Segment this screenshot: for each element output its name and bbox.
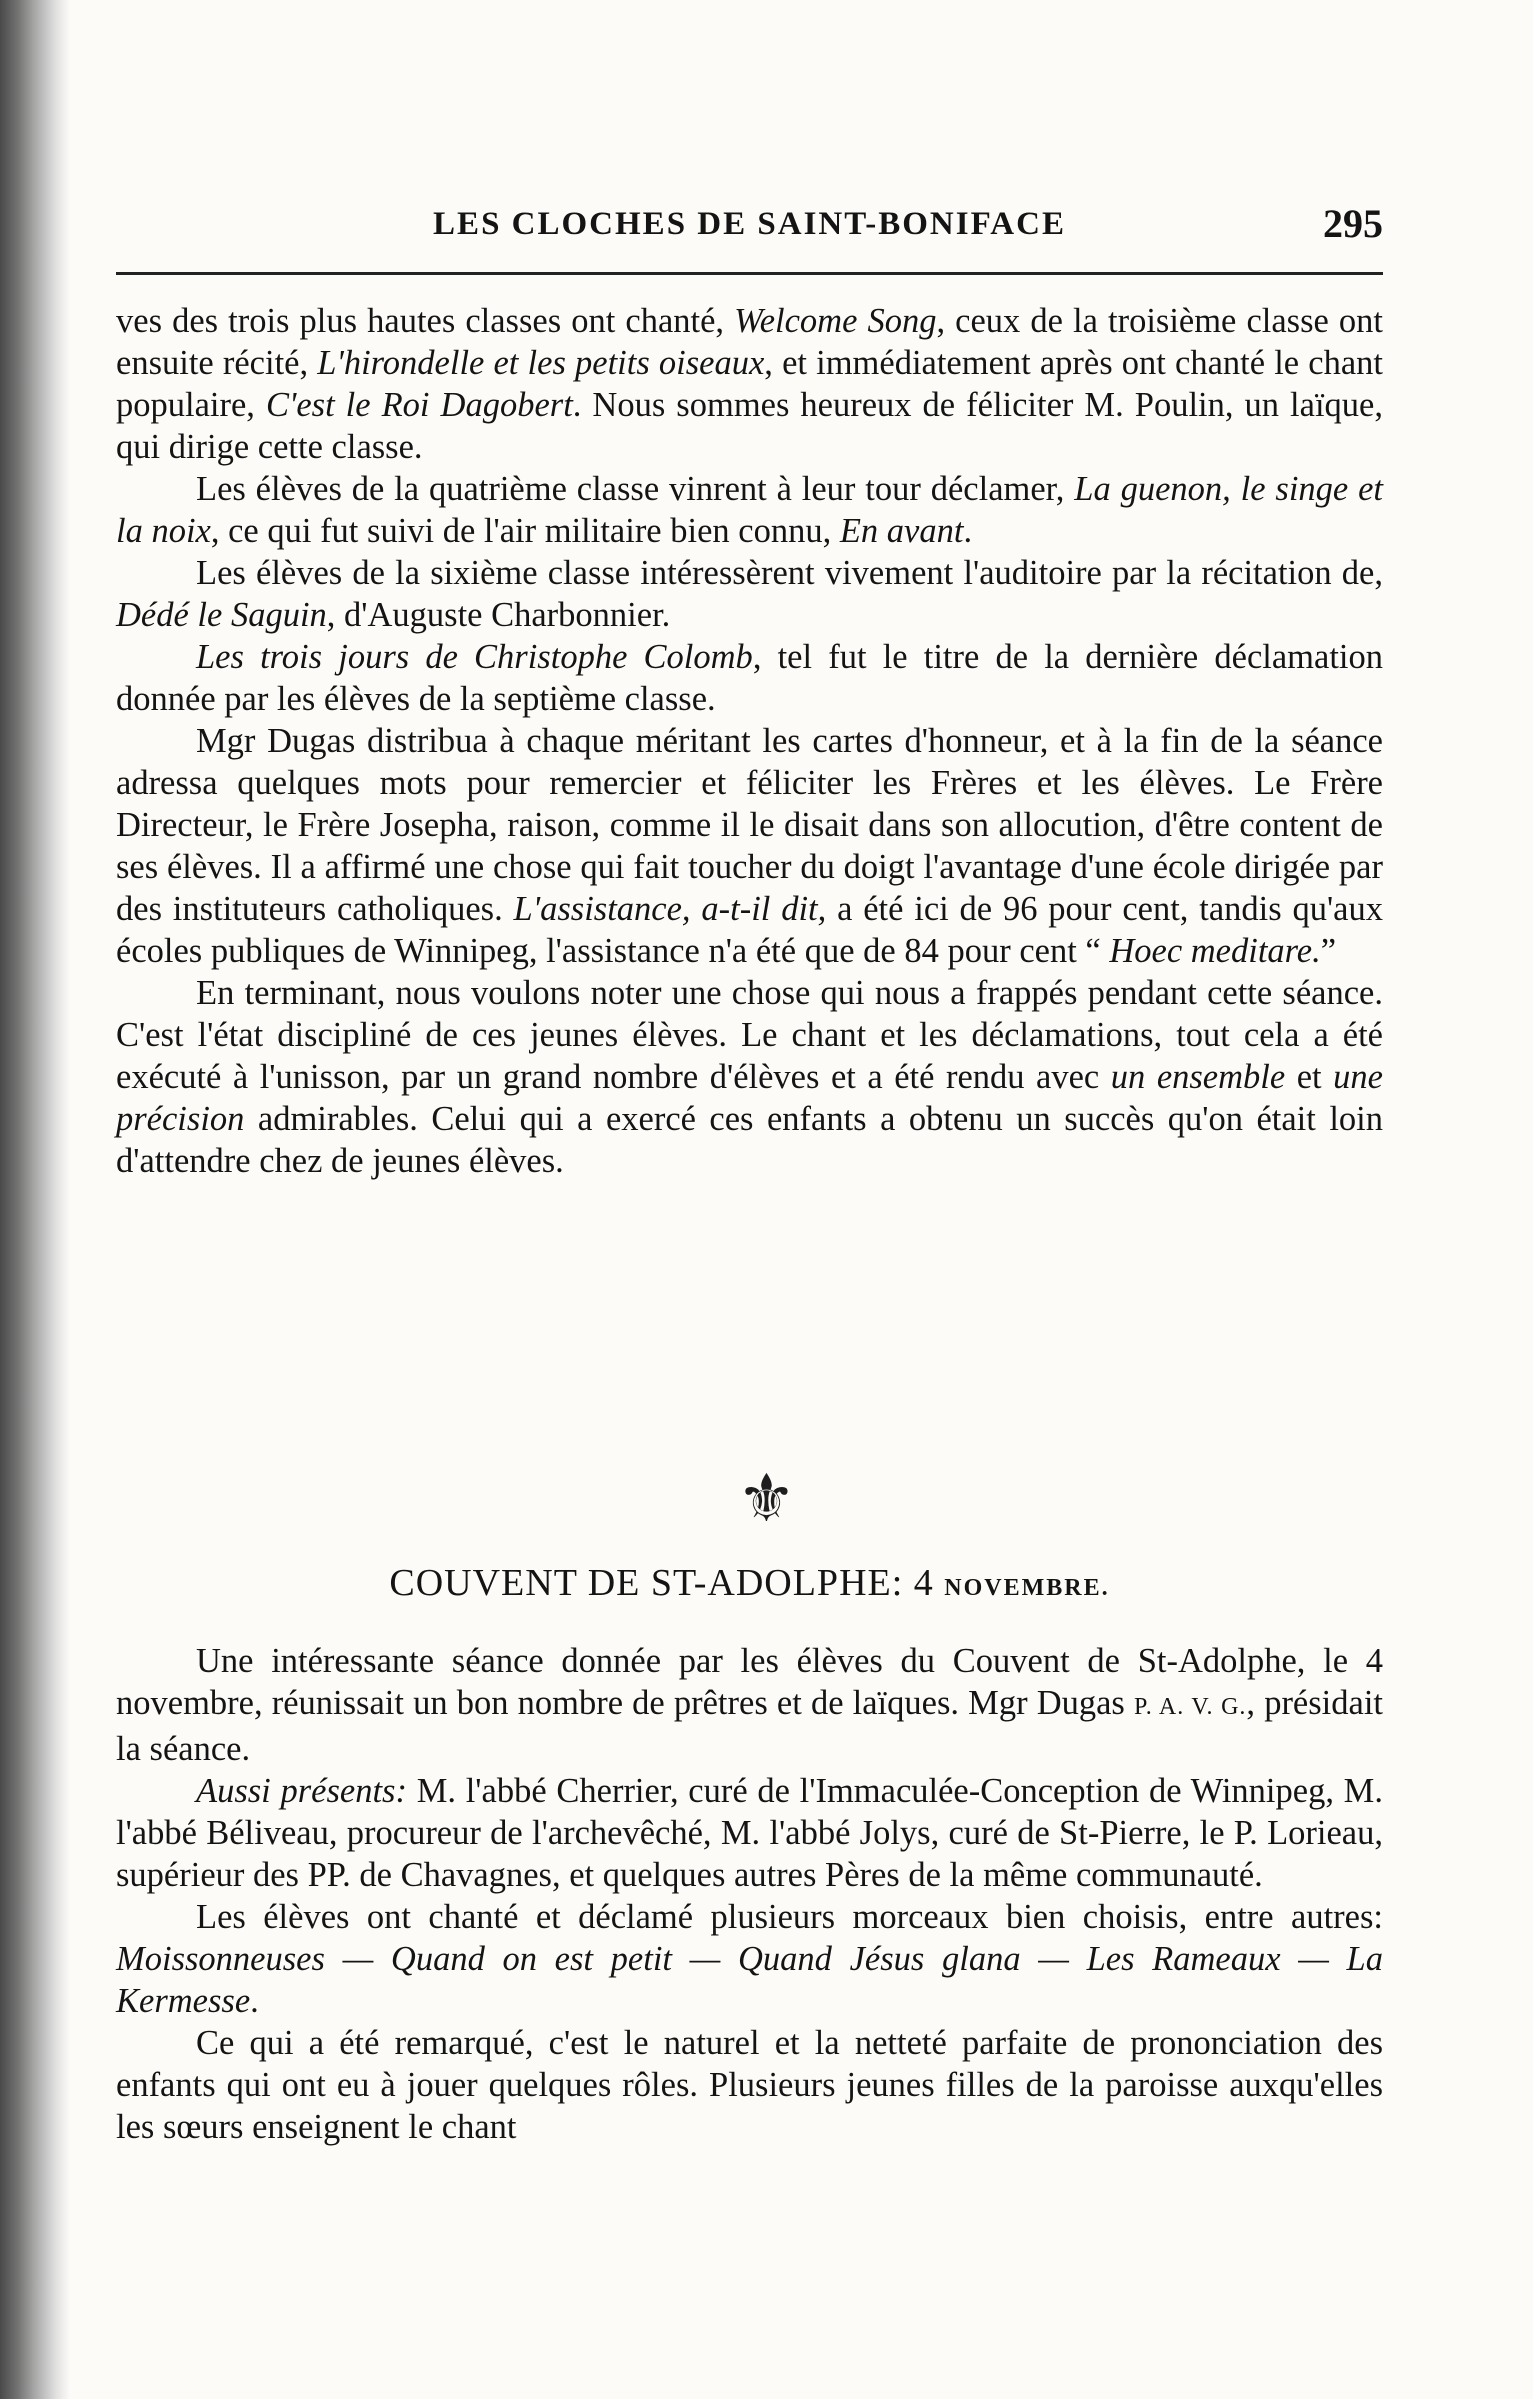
paragraph: Les élèves ont chanté et déclamé plusieurs morceaux bien choisis, entre autres: Moissonneuses — Quand on est petit — Quand Jésus glana — Les Rameaux — La Kermesse.	[116, 1898, 1383, 2020]
page-header	[116, 201, 1383, 250]
paragraph: Une intéressante séance donnée par les élèves du Couvent de St-Adolphe, le 4 novembre, réunissait un bon nombre de prêtres et de laïques. Mgr Dugas P. A. V. G., présidait la séance.	[116, 1642, 1383, 1768]
running-title: LES CLOCHES DE SAINT-BONIFACE	[433, 206, 1066, 242]
paragraph: En terminant, nous voulons noter une chose qui nous a frappés pendant cette séance. C'est l'état discipliné de ces jeunes élèves. Le chant et les déclamations, tout cela a été exécuté à l'unisson, par un grand nombre d'élèves et a été rendu avec un ensemble et une précision admirables. Celui qui a exercé ces enfants a obtenu un succès qu'on était loin d'attendre chez de jeunes élèves.	[116, 974, 1383, 1180]
paragraph: Les trois jours de Christophe Colomb, tel fut le titre de la dernière déclamation donnée par les élèves de la septième classe.	[116, 638, 1383, 718]
fleur-de-lis-icon: ⚜	[736, 1463, 797, 1536]
paragraph: Les élèves de la quatrième classe vinrent à leur tour déclamer, La guenon, le singe et la noix, ce qui fut suivi de l'air militaire bien connu, En avant.	[116, 470, 1383, 550]
paragraph: Mgr Dugas distribua à chaque méritant les cartes d'honneur, et à la fin de la séance adressa quelques mots pour remercier et féliciter les Frères et les élèves. Le Frère Directeur, le Frère Josepha, raison, comme il le disait dans son allocution, d'être content de ses élèves. Il a affirmé une chose qui fait toucher du doigt l'avantage d'une école dirigée par des instituteurs catholiques. L'assistance, a-t-il dit, a été ici de 96 pour cent, tandis qu'aux écoles publiques de Winnipeg, l'assistance n'a été que de 84 pour cent “ Hoec meditare.”	[116, 722, 1383, 970]
paragraph: Les élèves de la sixième classe intéressèrent vivement l'auditoire par la récitation de, Dédé le Saguin, d'Auguste Charbonnier.	[116, 554, 1383, 634]
article-body-2	[116, 1640, 1383, 2148]
paragraph: Ce qui a été remarqué, c'est le naturel et la netteté parfaite de prononciation des enfants qui ont eu à jouer quelques rôles. Plusieurs jeunes filles de la paroisse auxqu'elles les sœurs enseignent le chant	[116, 2024, 1383, 2146]
section-title: COUVENT DE ST-ADOLPHE: 4 NOVEMBRE.	[389, 1562, 1110, 1604]
header-rule	[116, 272, 1383, 275]
paragraph: Aussi présents: M. l'abbé Cherrier, curé de l'Immaculée-Conception de Winnipeg, M. l'abbé Béliveau, procureur de l'archevêché, M. l'abbé Jolys, curé de St-Pierre, le P. Lorieau, supérieur des PP. de Chavagnes, et quelques autres Pères de la même communauté.	[116, 1772, 1383, 1894]
paragraph: ves des trois plus hautes classes ont chanté, Welcome Song, ceux de la troisième classe ont ensuite récité, L'hirondelle et les petits oiseaux, et immédiatement après ont chanté le chant populaire, C'est le Roi Dagobert. Nous sommes heureux de féliciter M. Poulin, un laïque, qui dirige cette classe.	[116, 302, 1383, 466]
article-body-1	[116, 300, 1383, 1182]
scan-shadow-edge	[0, 0, 70, 2399]
page-number: 295	[1323, 201, 1383, 246]
